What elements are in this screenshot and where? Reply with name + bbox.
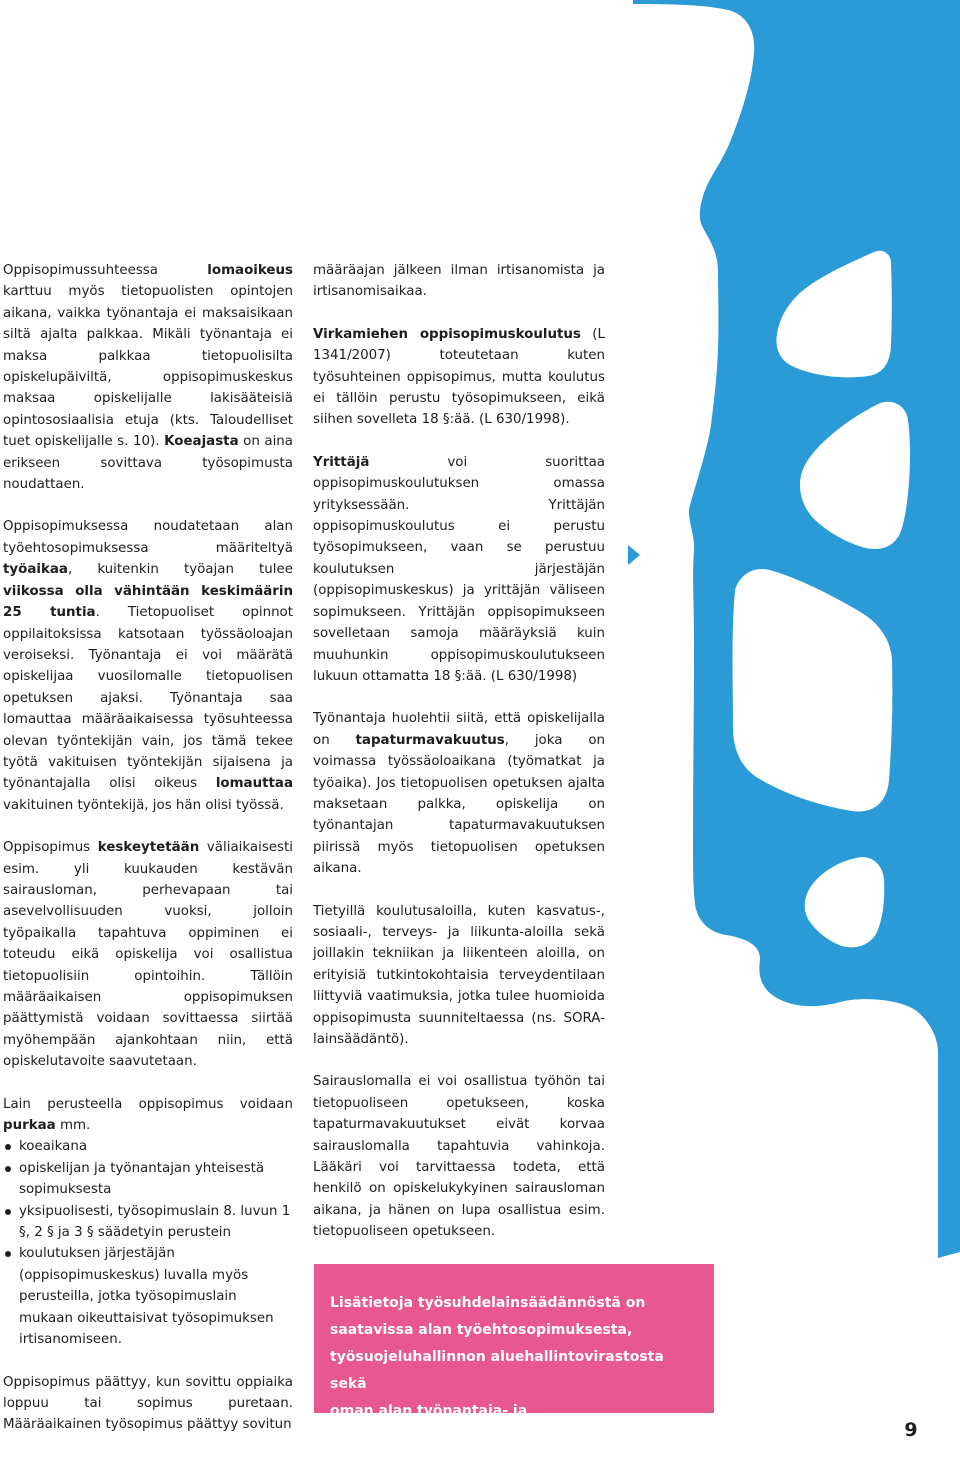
paragraph-sora: Tietyillä koulutusaloilla, kuten kasvatus-, sosiaali-, terveys- ja liikunta-aloilla sekä joillakin tekniikan ja liikenteen aloilla, on erityisiä tutkintokohtaisia terveydentilaan liittyviä vaatimuksia, jotka tulee huomioida oppisopimusta suunniteltaessa (ns. SORA-lainsäädäntö). [313, 903, 605, 1047]
bold-term-lomauttaa: lomauttaa [215, 776, 293, 792]
text: karttuu myös tietopuolisten opintojen aikana, vaikka työnantaja ei maksaisikaan siltä ajalta palkkaa. Mikäli työnantaja ei maksa palkkaa tietopuolisilta opiskelupäiviltä, oppisopimuskeskus maksaa opiskelijalle lakisääteisiä opintososiaalisia etuja (kts. Taloudelliset tuet opiskelijalle s. 10). [3, 284, 293, 450]
list-item: koeaikana [3, 1136, 293, 1157]
bold-term-virkamiehen: Virkamiehen oppisopimuskoulutus [313, 326, 581, 342]
info-line: saatavissa alan työehtosopimuksesta, [330, 1322, 633, 1338]
text: , kuitenkin työajan tulee [67, 562, 293, 578]
paragraph-contract-end: Oppisopimus päättyy, kun sovittu oppiaika loppuu tai sopimus puretaan. Määräaikainen työsopimus päättyy sovitun [3, 1374, 293, 1433]
bold-term-purkaa: purkaa [3, 1118, 56, 1134]
info-line: työsuojeluhallinnon aluehallintovirastosta sekä [330, 1349, 664, 1392]
info-line: oman alan työnantaja- ja työntekijäjärjestöistä. [330, 1403, 528, 1446]
text: on aina erikseen sovittava työsopimusta noudattaen. [3, 434, 293, 493]
page-number: 9 [880, 1403, 942, 1456]
paragraph-annual-leave [3, 260, 293, 495]
text: . Tietopuoliset opinnot oppilaitoksissa katsotaan työssäoloajan veroiseksi. Työnantaja ei voi määrätä opiskelijaa vuosilomalle tietopuolisen opetuksen ajaksi. Työnantaja saa lomauttaa määräaikaisessa työsuhteessa olevan työntekijän vain, jos tämä tekee työtä vakituisen työntekijän sijaisena ja työnantajalla olisi oikeus [3, 605, 293, 792]
list-item: koulutuksen järjestäjän (oppisopimuskeskus) luvalla myös perusteilla, jotka työsopimuslain mukaan oikeuttaisivat työsopimuksen irtisanomiseen. [3, 1243, 293, 1350]
text: vakituinen työntekijä, jos hän olisi työssä. [3, 797, 284, 813]
paragraph-entrepreneur [313, 452, 605, 687]
paragraph-continuation: määräajan jälkeen ilman irtisanomista ja irtisanomisaikaa. [313, 263, 605, 300]
bold-term-tyoaikaa: työaikaa [3, 562, 68, 578]
text: Oppisopimussuhteessa [3, 263, 208, 278]
text: Työnantaja huolehtii siitä, että opiskelijalla on [313, 711, 605, 748]
paragraph-termination-intro [3, 1094, 293, 1137]
text: Oppisopimuksessa noudatetaan alan työehtosopimuksessa määriteltyä [3, 519, 293, 556]
bold-term-25-hours: viikossa olla vähintään keskimäärin 25 tuntia [3, 583, 293, 621]
list-item: opiskelijan ja työnantajan yhteisestä sopimuksesta [3, 1158, 293, 1201]
text: voi suorittaa oppisopimuskoulutuksen omassa yrityksessään. Yrittäjän oppisopimuskoulutus ei perustu työsopimukseen, vaan se perustuu koulutuksen järjestäjän (oppisopimuskeskus) ja yrittäjän väliseen sopimukseen. Yrittäjän oppisopimukseen sovelletaan samoja määräyksiä kuin muuhunkin oppisopimuskoulutukseen lukuun ottamatta 18 §:ää. (L 630/1998) [313, 454, 605, 684]
bold-term-yrittaja: Yrittäjä [313, 454, 370, 470]
text: , joka on voimassa työssäoloaikana (työmatkat ja työaika). Jos tietopuolisen opetuksen ajalta maksetaan palkka, opiskelija on työnantajan tapaturmavakuutuksen piirissä myös tietopuolisen opetuksen aikana. [313, 732, 605, 877]
left-column [3, 260, 293, 1436]
paragraph-suspension [3, 837, 293, 1072]
paragraph-civil-servant [313, 324, 605, 431]
list-item: yksipuolisesti, työsopimuslain 8. luvun 1 §, 2 § ja 3 § säädetyin perustein [3, 1201, 293, 1244]
paragraph-working-hours [3, 516, 293, 816]
triangle-arrow-icon [628, 545, 640, 565]
bold-term-koeajasta: Koeajasta [164, 434, 239, 450]
paragraph-insurance [313, 708, 605, 879]
text: väliaikaisesti esim. yli kuukauden kestävän sairausloman, perhevapaan tai asevelvollisuuden vuoksi, jolloin työpaikalla tapahtuva oppiminen ei toteudu eikä opiskelija voi osallistua tietopuolisiin opintoihin. Tällöin määräaikaisen oppisopimuksen päättymistä voidaan sovittaessa siirtää myöhempään ajankohtaan niin, että opiskelutavoite saavutetaan. [3, 840, 293, 1070]
info-box [314, 1264, 714, 1446]
text: (L 1341/2007) toteutetaan kuten työsuhteinen oppisopimus, mutta koulutus ei tällöin perustu työsopimukseen, eikä siihen sovelleta 18 §:ää. (L 630/1998). [313, 326, 605, 428]
termination-list [3, 1136, 293, 1350]
bold-term-tapaturmavakuutus: tapaturmavakuutus [355, 732, 505, 748]
bold-term-lomaoikeus: lomaoikeus [207, 263, 293, 278]
bold-term-keskeytetaan: keskeytetään [97, 840, 200, 856]
info-line: Lisätietoja työsuhdelainsäädännöstä on [330, 1295, 646, 1311]
text: Oppisopimus [3, 840, 98, 856]
middle-column [313, 260, 605, 1243]
paragraph-sick-leave: Sairauslomalla ei voi osallistua työhön tai tietopuoliseen opetukseen, koska tapaturmavakuutukset eivät korvaa sairauslomalla tapahtuvia vahinkoja. Lääkäri voi tarvittaessa todeta, että henkilö on opiskelukykyinen sairausloman aikana, ja hänen on lupa osallistua esim. tietopuoliseen opetukseen. [313, 1074, 605, 1240]
text: Lain perusteella oppisopimus voidaan [3, 1096, 293, 1112]
text: mm. [55, 1118, 91, 1134]
